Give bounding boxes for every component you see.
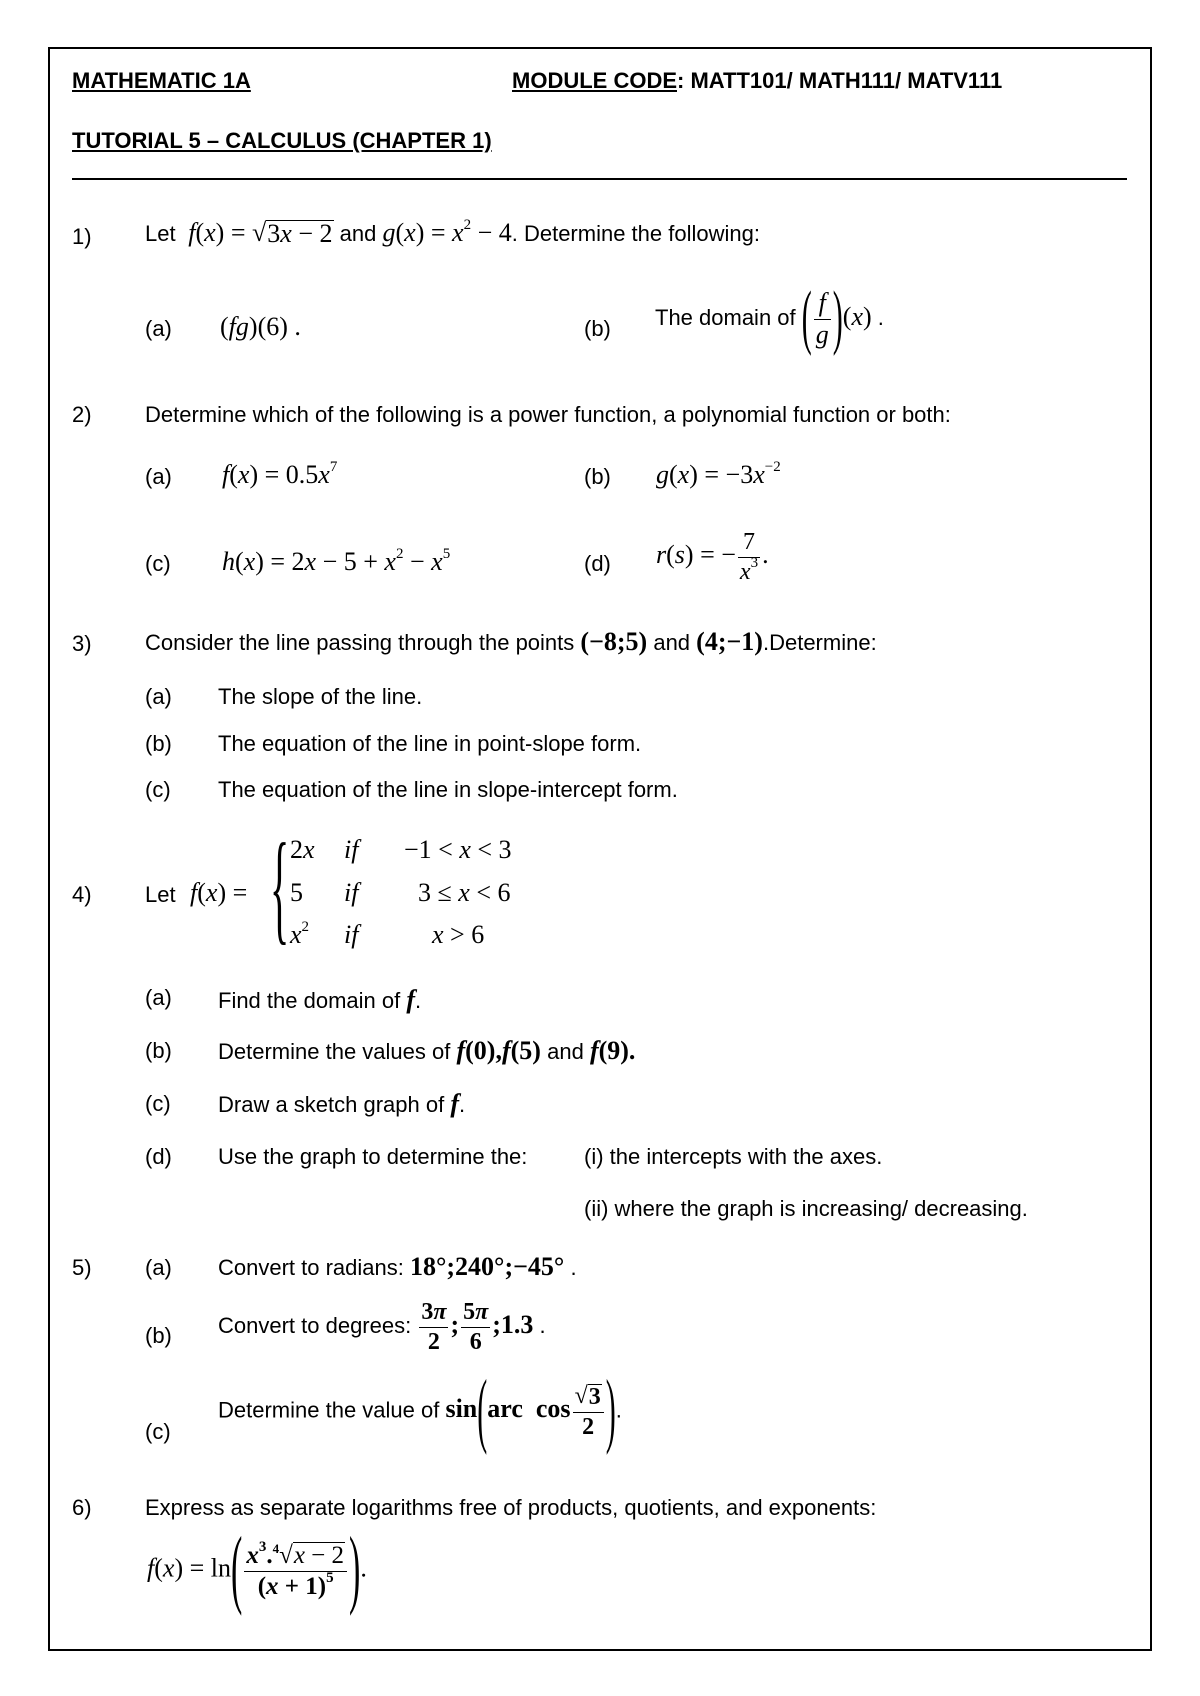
q1a-expr: (fg)(6) . [220, 312, 301, 341]
q4b-text: Determine the values of f(0),f(5) and f(9). [218, 1036, 636, 1065]
q1-f-def: f(x) = √ 3x − 2 [188, 218, 333, 248]
module-code-label: MODULE CODE [512, 68, 677, 93]
q4-brace: { [270, 816, 290, 957]
q6-expr: f(x) = ln( $x^3$. $^4$√ x − 2 $(x + 1)^5$ ). [147, 1521, 367, 1618]
q3a-text: The slope of the line. [218, 684, 423, 709]
q3-point1: (−8;5) [580, 627, 648, 656]
q3a-label: (a) [145, 684, 172, 709]
q2d-expr: r(s) = − $\frac{7}{x^3}$ . [656, 529, 769, 585]
q4c-text-body: Draw a sketch graph of [218, 1092, 445, 1117]
q1-let: Let [145, 221, 176, 246]
q5c-text-body: Determine the value of [218, 1397, 440, 1423]
header-divider [72, 178, 1127, 180]
q1b-text: The domain of [655, 304, 796, 330]
q4d-text: Use the graph to determine the: [218, 1144, 528, 1169]
q1b-label: (b) [584, 316, 611, 341]
q2c-expr: $h(x) = 2x - 5 + x^2 - x^5$ [222, 546, 451, 576]
q4-let: Let [145, 882, 176, 907]
q5a-text-body: Convert to radians: [218, 1255, 404, 1280]
q4-case2: 5 if 3 ≤ x < 6 [290, 878, 511, 907]
q2a-expr: $f(x) = 0.5x^7$ [222, 459, 338, 489]
q1a-label: (a) [145, 316, 172, 341]
q5c-text: Determine the value of sin(arc cos √ 3 2 ). [218, 1363, 622, 1457]
q4-case1: 2x if −1 < x < 3 [290, 835, 512, 864]
q3c-label: (c) [145, 777, 171, 802]
q1-and: and [339, 221, 377, 246]
q3-number: 3) [72, 631, 92, 656]
q2-number: 2) [72, 402, 92, 427]
q4b-and: and [547, 1039, 584, 1064]
q5b-label: (b) [145, 1323, 172, 1348]
q5b-text: Convert to degrees: $\frac{3\pi}{2}$ ; $\frac{5\pi}{6}$ ;1.3 . [218, 1299, 546, 1355]
q4c-text: Draw a sketch graph of f. [218, 1089, 466, 1118]
q6-number: 6) [72, 1495, 92, 1520]
module-code [512, 70, 1002, 92]
q3b-label: (b) [145, 731, 172, 756]
course-title: MATHEMATIC 1A [72, 68, 251, 93]
q1-tail: . Determine the following: [511, 221, 760, 246]
q2b-label: (b) [584, 464, 611, 489]
q3b-text: The equation of the line in point-slope form. [218, 731, 642, 756]
q2-text: Determine which of the following is a power function, a polynomial function or both: [145, 402, 951, 427]
q4d-label: (d) [145, 1144, 172, 1169]
q1-g-def: $g(x) = x^2 - 4$ [382, 217, 512, 247]
q4d-part-i: (i) the intercepts with the axes. [584, 1144, 883, 1169]
q2c-label: (c) [145, 551, 171, 576]
tutorial-title: TUTORIAL 5 – CALCULUS (CHAPTER 1) [72, 128, 492, 153]
q2d-label: (d) [584, 551, 611, 576]
q5c-label: (c) [145, 1419, 171, 1444]
q2b-expr: $g(x) = -3x^{-2}$ [656, 459, 781, 489]
q5a-label: (a) [145, 1255, 172, 1280]
q4b-label: (b) [145, 1038, 172, 1063]
q4a-text-body: Find the domain of [218, 988, 401, 1013]
q2a-label: (a) [145, 464, 172, 489]
q3-and: and [653, 630, 691, 655]
q3-text-pre: Consider the line passing through the points [145, 630, 575, 655]
q4-number: 4) [72, 882, 92, 907]
q5-number: 5) [72, 1255, 92, 1280]
q3-point2: (4;−1) [696, 627, 763, 656]
q4-case3: $x^2$ if x > 6 [290, 919, 485, 949]
q4a-text: Find the domain of f. [218, 985, 422, 1014]
q4c-label: (c) [145, 1091, 171, 1116]
q3-text [145, 629, 877, 655]
q5a-text: Convert to radians: 18°;240°;−45° . [218, 1252, 577, 1281]
q4b-text-body: Determine the values of [218, 1039, 451, 1064]
q4d-part-ii: (ii) where the graph is increasing/ decreasing. [584, 1196, 1028, 1221]
q4a-label: (a) [145, 985, 172, 1010]
q1-statement [145, 217, 760, 248]
q3c-text: The equation of the line in slope-intercept form. [218, 777, 678, 802]
q5b-text-body: Convert to degrees: [218, 1312, 412, 1338]
q6-text: Express as separate logarithms free of products, quotients, and exponents: [145, 1495, 877, 1520]
q4-f-lhs: f(x) = [190, 878, 248, 907]
q3-text-post: .Determine: [762, 630, 877, 655]
module-code-values: : MATT101/ MATH111/ MATV111 [677, 68, 1003, 93]
q1b-expr: The domain of ( $\frac{f}{g}$ )(x) . [655, 278, 884, 358]
q1-number: 1) [72, 224, 92, 249]
